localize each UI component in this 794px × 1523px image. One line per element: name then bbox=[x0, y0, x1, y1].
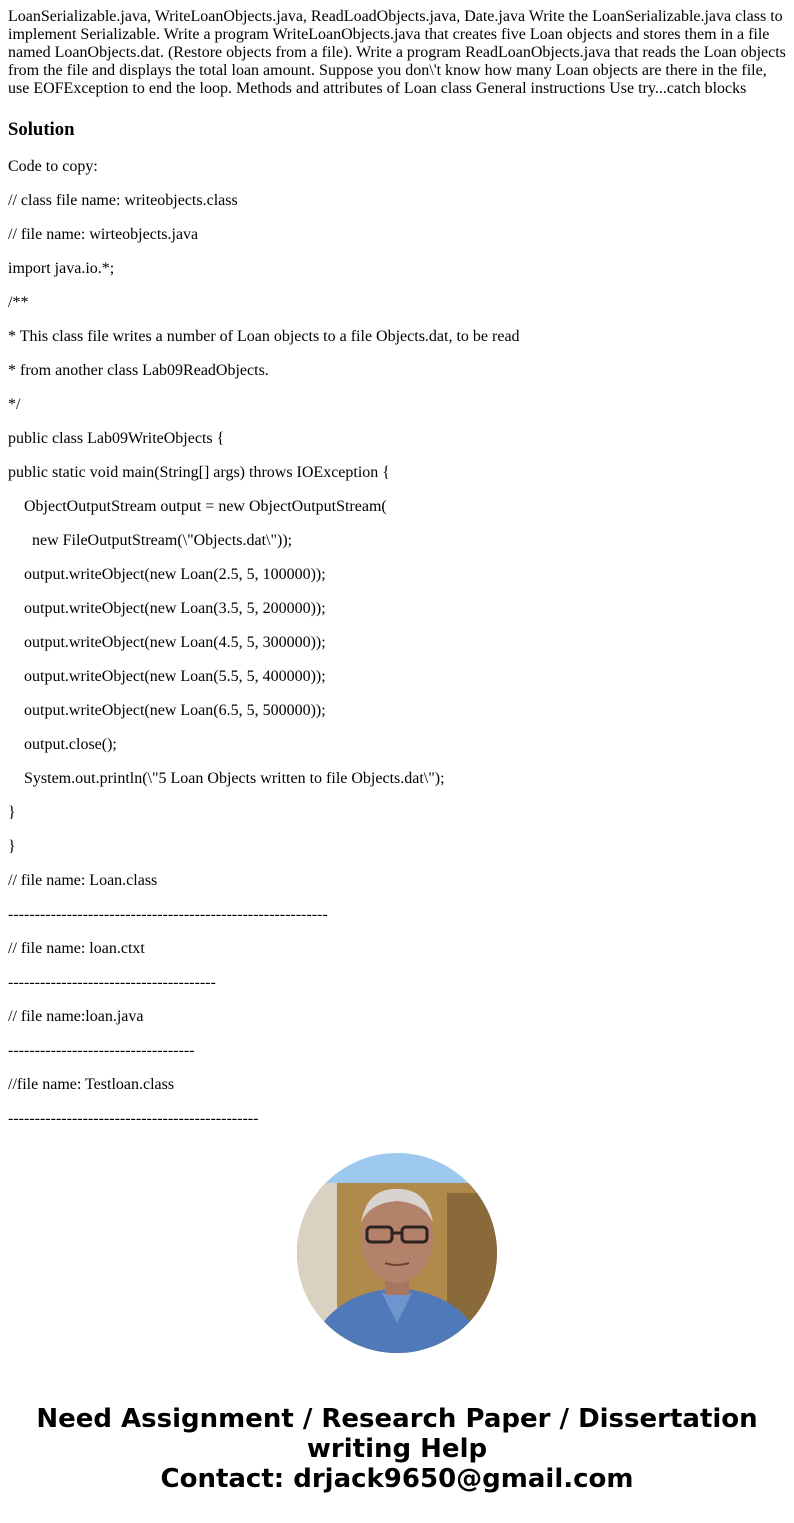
code-line: output.writeObject(new Loan(6.5, 5, 500000)); bbox=[8, 702, 326, 719]
solution-heading: Solution bbox=[8, 119, 75, 140]
code-line: ------------------------------------------------------------ bbox=[8, 906, 328, 923]
code-line: Code to copy: bbox=[8, 158, 98, 175]
code-line: // file name:loan.java bbox=[8, 1008, 144, 1025]
code-line: output.writeObject(new Loan(5.5, 5, 400000)); bbox=[8, 668, 326, 685]
code-line: output.writeObject(new Loan(3.5, 5, 200000)); bbox=[8, 600, 326, 617]
code-line: output.close(); bbox=[8, 736, 117, 753]
code-line: System.out.println(\"5 Loan Objects written to file Objects.dat\"); bbox=[8, 770, 445, 787]
code-line: ObjectOutputStream output = new ObjectOutputStream( bbox=[8, 498, 387, 515]
code-line: public class Lab09WriteObjects { bbox=[8, 430, 225, 447]
document-page bbox=[8, 8, 786, 1128]
code-line: * from another class Lab09ReadObjects. bbox=[8, 362, 269, 379]
code-line: --------------------------------------- bbox=[8, 974, 216, 991]
code-line: * This class file writes a number of Loan objects to a file Objects.dat, to be read bbox=[8, 328, 520, 345]
code-line: // file name: wirteobjects.java bbox=[8, 226, 199, 243]
code-line: */ bbox=[8, 396, 21, 413]
banner-line-2: writing Help bbox=[306, 1434, 488, 1464]
code-line: ----------------------------------------------- bbox=[8, 1110, 259, 1127]
code-line: //file name: Testloan.class bbox=[8, 1076, 175, 1093]
code-line: // class file name: writeobjects.class bbox=[8, 192, 238, 209]
code-line: // file name: Loan.class bbox=[8, 872, 158, 889]
code-line: // file name: loan.ctxt bbox=[8, 940, 145, 957]
assignment-help-banner bbox=[0, 1404, 794, 1494]
solution-code-block bbox=[8, 158, 786, 1128]
code-line: import java.io.*; bbox=[8, 260, 115, 277]
question-text: LoanSerializable.java, WriteLoanObjects.java, ReadLoadObjects.java, Date.java Write the LoanSerializable.java class to implement Serializable. Write a program WriteLoanObjects.java that creates five Loan objects and stores them in a file named LoanObjects.dat. (Restore objects from a file). Write a program ReadLoanObjects.java that reads the Loan objects from the file and displays the total loan amount. Suppose you don\'t know how many Loan objects are there in the file, use EOFException to end the loop. Methods and attributes of Loan class General instructions Use try...catch blocks bbox=[8, 8, 786, 97]
code-line: ----------------------------------- bbox=[8, 1042, 195, 1059]
author-avatar bbox=[297, 1153, 497, 1353]
code-line: } bbox=[8, 838, 16, 855]
code-line: public static void main(String[] args) throws IOException { bbox=[8, 464, 390, 481]
code-line: output.writeObject(new Loan(2.5, 5, 100000)); bbox=[8, 566, 326, 583]
banner-contact-line: Contact: drjack9650@gmail.com bbox=[160, 1464, 634, 1494]
banner-line-1: Need Assignment / Research Paper / Dissertation bbox=[36, 1404, 758, 1434]
code-line: /** bbox=[8, 294, 29, 311]
code-line: output.writeObject(new Loan(4.5, 5, 300000)); bbox=[8, 634, 326, 651]
code-line: new FileOutputStream(\"Objects.dat\")); bbox=[8, 532, 293, 549]
code-line: } bbox=[8, 804, 16, 821]
author-photo bbox=[297, 1153, 497, 1353]
